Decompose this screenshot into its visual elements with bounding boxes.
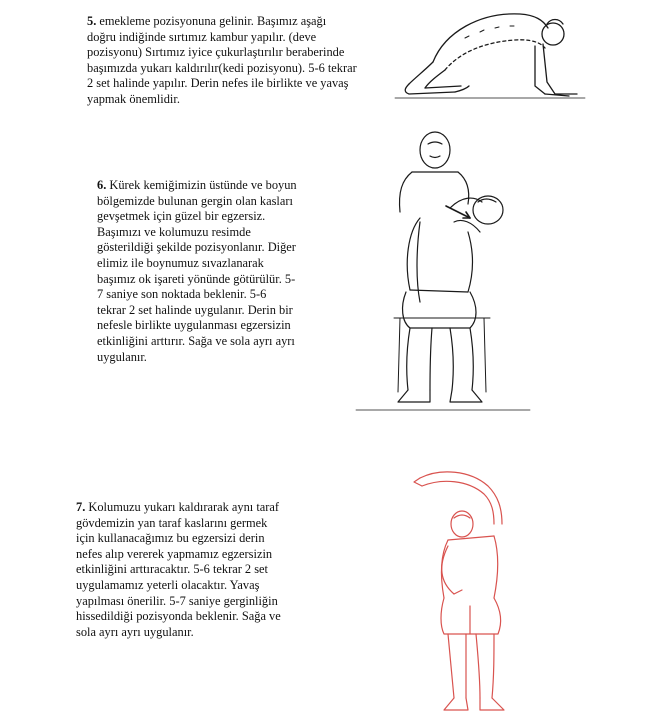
cat-camel-pose-illustration [385, 2, 590, 102]
exercise-6-number: 6. [97, 178, 107, 192]
exercise-5-text: emekleme pozisyonuna gelinir. Başımız aşağı doğru indiğinde sırtımız kambur yapılır. (deve pozisyonu) Sırtımız iyice çukurlaştırılır beraberinde başımızda yukarı kaldırılır(kedi pozisyonu). 5-6 tekrar 2 set halinde yapılır. Derin nefes ile birlikte ve yavaş yapmak önemlidir. [87, 14, 357, 106]
exercise-7-number: 7. [76, 500, 86, 514]
side-bend-stretch-illustration [410, 466, 530, 716]
exercise-7-text: Kolumuzu yukarı kaldırarak aynı taraf gövdemizin yan taraf kaslarını germek için kullanacağımız bu egzersizi derin nefes alıp vererek yapmamız egzersizin etkinliğini arttıracaktır. 5-6 tekrar 2 set uygulamamız yeterli olacaktır. Yavaş yapılması önerilir. 5-7 saniye gerginliğin hissedildiği pozisyonda beklenir. Sağa ve sola ayrı ayrı uygulanır. [76, 500, 281, 639]
exercise-5-number: 5. [87, 14, 97, 28]
exercise-6-text: Kürek kemiğimizin üstünde ve boyun bölgemizde bulunan gergin olan kasları gevşetmek için güzel bir egzersiz. Başımızı ve kolumuzu resimde gösterildiği şekilde pozisyonlanır. Diğer elimiz ile boynumuz sıvazlanarak başımız ok işareti yönünde götürülür. 5-7 saniye son noktada beklenir. 5-6 tekrar 2 set halinde uygulanır. Derin bir nefesle birlikte uygulanması egzersizin etkinliğini arttırır. Sağa ve sola ayrı ayrı uygulanır. [97, 178, 297, 364]
exercise-5-paragraph [87, 14, 357, 108]
exercise-7-paragraph [76, 500, 286, 640]
neck-stretch-seated-illustration [350, 122, 535, 414]
exercise-6-paragraph [97, 178, 297, 365]
